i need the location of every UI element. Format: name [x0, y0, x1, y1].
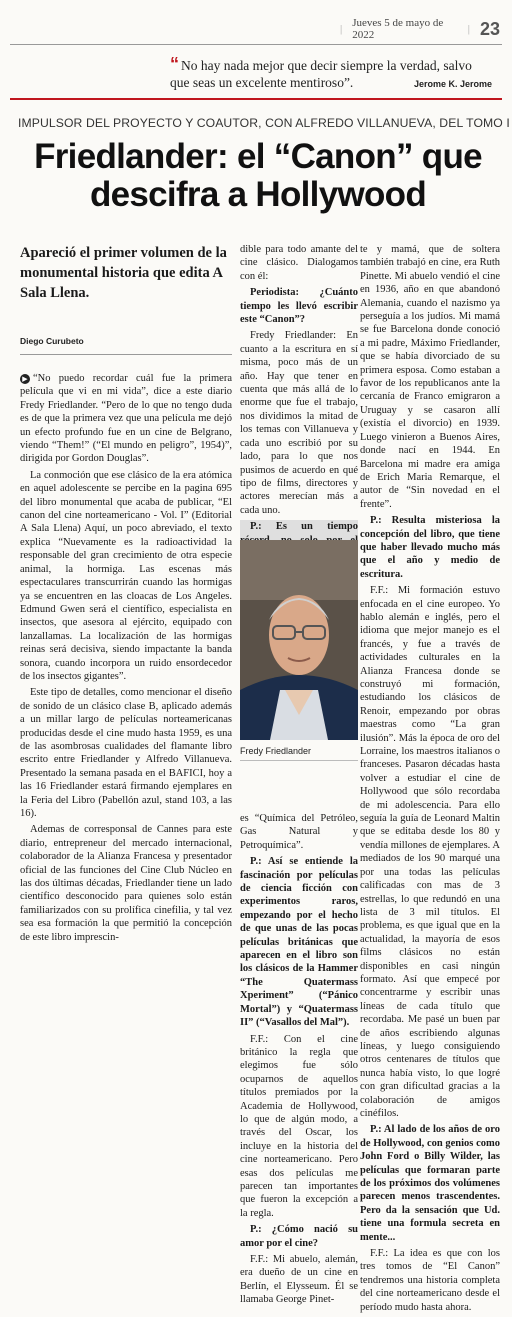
- answer: F.F.: Mi abuelo, alemán, era dueño de un cine en Berlín, el Elysseum. Él se llamaba George Pinet-: [240, 1254, 358, 1306]
- article-column-3: [360, 243, 500, 1317]
- quote-mark-icon: “: [170, 54, 179, 74]
- headline: Friedlander: el “Canon” que descifra a Hollywood: [34, 137, 482, 214]
- byline-rule: [20, 354, 232, 355]
- deck: Apareció el primer volumen de la monumental historia que edita A Sala Llena.: [20, 245, 227, 301]
- byline: Diego Curubeto: [20, 336, 84, 346]
- paragraph: dible para todo amante del cine clásico. Dialogamos con él:: [240, 244, 358, 282]
- page-header: [340, 18, 500, 40]
- header-separator: |: [340, 23, 343, 35]
- question: P.: Es un tiempo: [240, 520, 358, 600]
- header-rule: [10, 44, 502, 45]
- page-number: 23: [479, 18, 500, 39]
- answer: F.F.: Con el cine británico la regla que elegimos fue sólo ocuparnos de aquellos títulos premiados por la Academia de Hollywood, lo que de algún modo, a través del Oscar, los incluye en la historia del cine norteamericano. Pero esas dos películas me parecen tan importantes que fueron la excepción a la regla.: [240, 1033, 358, 1219]
- paragraph: [20, 372, 232, 466]
- kicker: IMPULSOR DEL PROYECTO Y COAUTOR, CON ALFREDO VILLANUEVA, DEL TOMO I: [18, 116, 510, 130]
- question: Periodista: ¿Cuánto tiempo les llevó escribir este “Canon”?: [240, 287, 358, 326]
- play-icon: ▶: [20, 374, 30, 384]
- article-column-1: [20, 372, 232, 947]
- quote-author: Jerome K. Jerome: [413, 79, 492, 89]
- answer: Fredy Friedlander: En cuanto a la escritura en sí misma, poco más de un año. Hay que tener en cuenta que más allá de lo enorme que fue el trabajo, nos dividimos la mitad de los temas con Villanueva y cada uno escribió por su lado, para lo que nos pusimos de acuerdo en qué tipo de films, directores y actores merecían más a cada uno.: [240, 330, 358, 516]
- answer: F.F.: Mi formación estuvo enfocada en el cine europeo. Yo hablo alemán e inglés, pero el idioma que mejor manejo es el francés, y fue a través de actividades culturales en la Alianza Francesa donde se construyó mi formación, estudiando los clásicos de Renoir, empezando por obras maestras como “La gran ilusión”. Más la época de oro del Lorraine, los maestros italianos o franceses. Pasaron décadas hasta volver a estudiar el cine de Hollywood que sólo recordaba de mi adolescencia. Para ello seguía la guía de Leonard Maltin que se editaba desde los 80 y vendía millones de ejemplares. A mediados de los 90 marqué una por una todas las películas calificadas con mas de 3 estrellas, lo que redundó en una lista de 3 mil títulos. El problema, es que igual que en la actualidad, la mayoría de esos films clásicos no están disponibles en casi ningún formato. Así que empecé por concentrarme y escribir unas líneas de cada título que recordaba. Me pasé un buen par de años escribiendo algunas líneas, y luego consiguiendo otros centenares de títulos que nunca había visto, lo que logré con gran dificultad gracias a la colaboración de amigos cinéfilos.: [360, 585, 500, 1119]
- portrait-photo: [240, 540, 358, 740]
- question: P.: ¿Cómo nació su amor por el cine?: [240, 1224, 358, 1249]
- portrait-image: [240, 540, 358, 740]
- paragraph: Este tipo de detalles, como mencionar el diseño de sonido de un clásico clase B, aplicado además a un millar largo de películas norteamericanas producidas desde el cine mudo hasta 1959, es una de las asombrosas cualidades del flamante libro escrito entre Friedlander y Alfredo Villanueva. Presentado la semana pasada en el BAFICI, hoy a las 16 Friedlander estará firmando ejemplares en la Feria del Libro (Pabellón azul, stand 103, a las 16).: [20, 687, 232, 819]
- pull-quote: [170, 56, 492, 93]
- paragraph: La conmoción que ese clásico de la era atómica en aquel adolescente se percibe en la pagina 695 del libro monumental que acaba de publicar, “El canon del cine norteamericano - Vol. I” (Editorial A Sala Llena) Aquí, un poco abreviado, el texto explica “Nuevamente es la radioactividad la responsable del gran crecimiento de otra especie animal, la hormiga. Las escenas más espectaculares transcurrirán cuando las hormigas ya se encuentren en las cloacas de Los Angeles. Edmund Gwen será el científico, especialista en insectos, que asesora al ejército, equipado con lanzallamas. La localización de las hormigas reinas será decisiva, siendo impactante la banda sonora, cuando incorpora un ruido ensordecedor de los insectos gigantes”.: [20, 469, 232, 682]
- header-date: Jueves 5 de mayo de 2022: [352, 17, 444, 41]
- article-column-2-continued: [240, 812, 358, 1310]
- paragraph: es “Química del Petróleo, Gas Natural y Petroquímica”.: [240, 813, 358, 851]
- paragraph-text: “No puedo recordar cuál fue la primera película que vi en mi vida”, dice a este diario Fredy Friedlander. “Pero de lo que no tengo duda es de que la primera vez que una película me dejó un efecto profundo fue en un cine de Belgrano, viendo “Them!” (“El mundo en peligro”, 1954)”, dirigida por Gordon Douglas”.: [20, 373, 232, 465]
- caption-rule: [240, 760, 358, 761]
- question: P.: Al lado de los años de oro de Hollywood, con genios como John Ford o Billy Wilder, las películas que formaran parte de los próximos dos volúmenes parecen menos trascendentes. Pero da la sensación que Ud. tiene una formula secreta en mente...: [360, 1124, 500, 1243]
- paragraph: te y mamá, que de soltera también trabajó en cine, era Ruth Pinette. Mi abuelo vendió el cine en 1936, año en que abandonó Alemania, cuando el nazismo ya perseguía a los judíos. Mi mamá se fue Barcelona donde conoció a mi padre, Máximo Friedlander, que se había divorciado de su primera esposa. Como estaban a favor de los republicanos ante la cercanía de Franco emigraron a Uruguay y se casaron allí (existía el divorcio) en 1939. Luego vinieron a Buenos Aires, donde nací en 1944. En Barcelona mi madre era amiga de Erich Maria Remarque, el autor de “Sin novedad en el frente”.: [360, 244, 500, 510]
- question: P.: Así se entiende la fascinación por películas de ciencia ficción con experimentos raros, empezando por el hecho de que unas de las pocas películas británicas que aparecen en el libro son los clásicos de la Hammer “The Quatermass Xperiment” (“Pánico Mortal”) y “Quatermass II” (“Vasallos del Mal”).: [240, 856, 358, 1029]
- paragraph: Ademas de corresponsal de Cannes para este diario, entrepreneur del mercado internacional, colaborador de la Alianza Francesa y presentador oficial de las funciones del Cine Club Núcleo en las dos últimas décadas, Friedlander tiene un lado científico desconocido para quienes solo están familiarizados con su prolífica cinefilia, y tal vez sea esa formación la que permitió la concepción de este libro imprescin-: [20, 824, 232, 943]
- quote-text: No hay nada mejor que decir siempre la verdad, salvo que seas un excelente mentiroso”.: [170, 58, 472, 90]
- photo-caption: Fredy Friedlander: [240, 746, 312, 756]
- question: P.: Resulta misteriosa la concepción del libro, que tiene que haber llevado mucho más que el año y medio de escritura.: [360, 515, 500, 580]
- answer: F.F.: La idea es que con los tres tomos de “El Canon” tendremos una historia completa del cine norteamericano desde el período mudo hasta ahora.: [360, 1248, 500, 1313]
- accent-rule: [10, 98, 502, 100]
- header-separator: |: [467, 23, 470, 35]
